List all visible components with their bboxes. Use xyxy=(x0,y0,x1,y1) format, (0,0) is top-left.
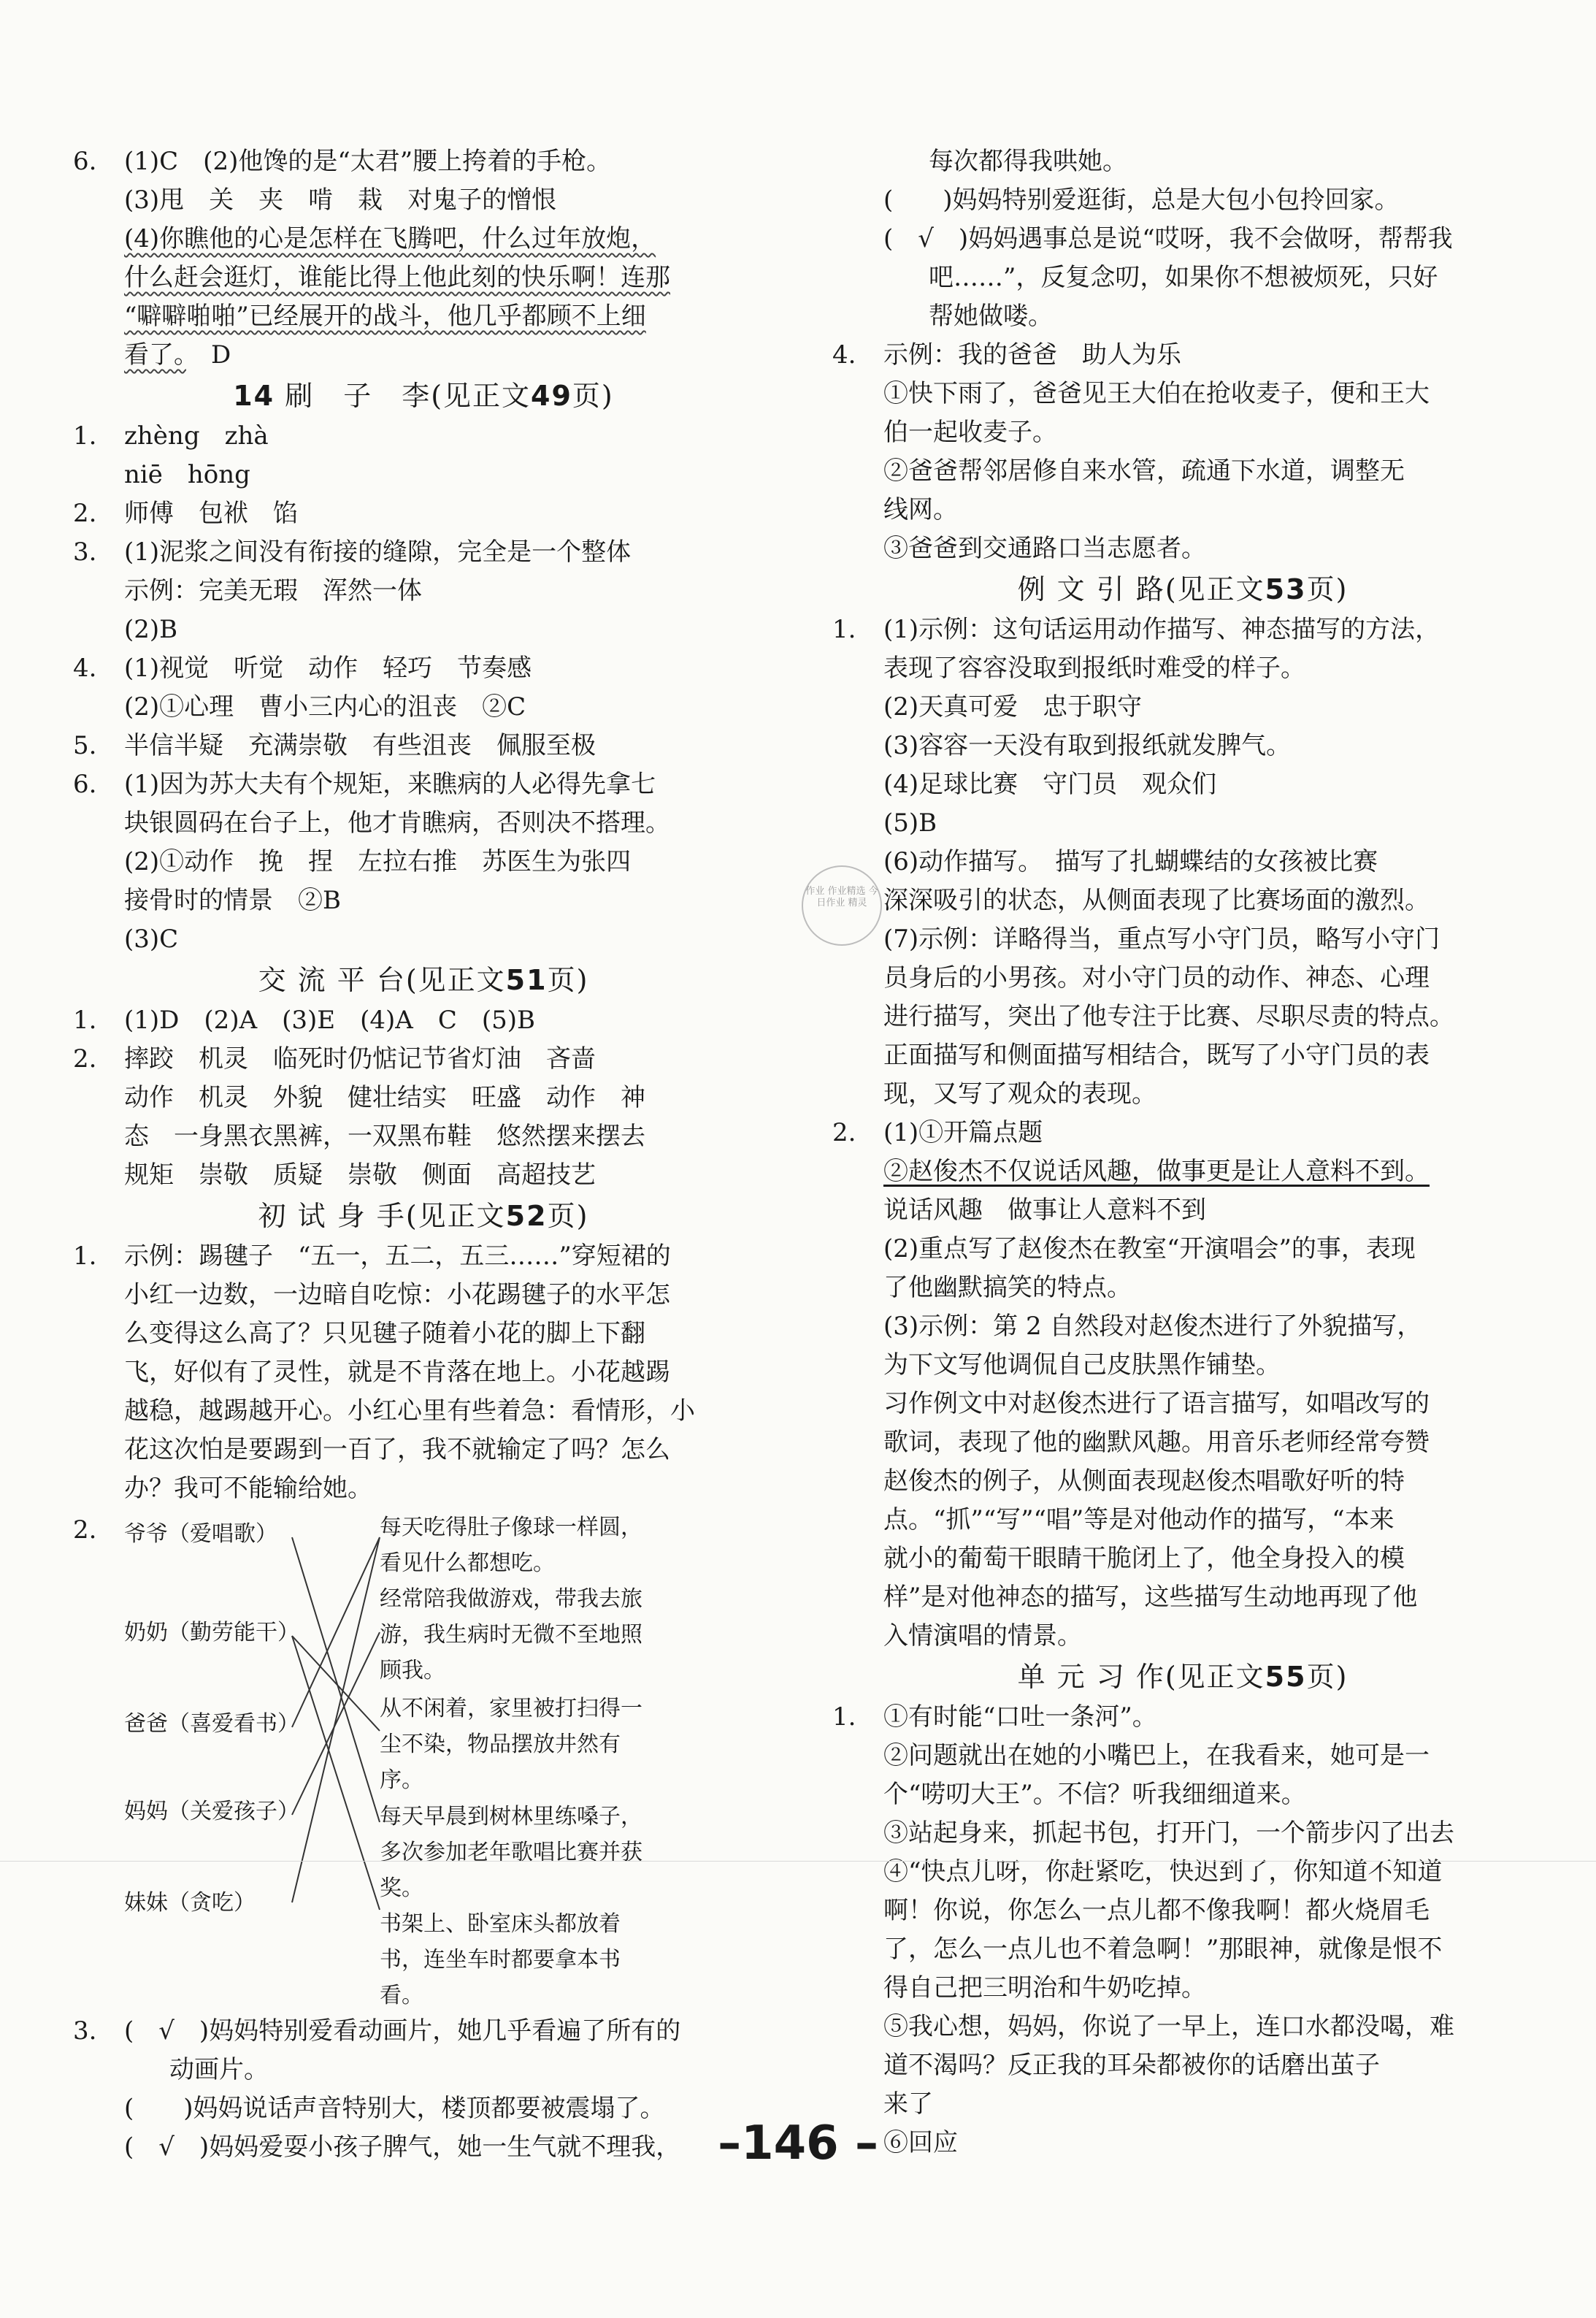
answer-line: (3)容容一天没有取到报纸就发脾气。 xyxy=(883,731,1292,760)
answer-line: 6. (1)C (2)他馋的是“太君”腰上挎着的手枪。 xyxy=(73,147,612,176)
answer-line: ④“快点儿呀，你赶紧吃，快迟到了，你知道不知道 xyxy=(883,1857,1443,1886)
section-heading-danyuan: 单 元 习 作(见正文55页) xyxy=(1017,1661,1348,1693)
answer-line: 歌词，表现了他的幽默风趣。用音乐老师经常夸赞 xyxy=(883,1428,1430,1457)
answer-line: “噼噼啪啪”已经展开的战斗，他几乎都顾不上细 xyxy=(124,302,646,331)
answer-line: (2)重点写了赵俊杰在教室“开演唱会”的事，表现 xyxy=(883,1234,1416,1263)
match-left-item: 爷爷（爱唱歌） xyxy=(124,1521,277,1547)
answer-line: ②爸爸帮邻居修自来水管，疏通下水道，调整无 xyxy=(883,456,1405,486)
answer-line: ⑥回应 xyxy=(883,2128,958,2157)
answer-line: (5)B xyxy=(883,808,937,838)
matching-exercise: 2. 爷爷（爱唱歌） 奶奶（勤劳能干） 爸爸（喜爱看书） 妈妈（关爱孩子） 妹妹（贪吃） 每天吃得肚子像球一样圆，看见什么都想吃。 经常陪我做游戏，带我去旅游，我生病时无微不至地照顾我。 从不闲着，家里被打扫得一尘不染，物品摆放井然有序。 每天早晨到树林里练嗓子，多次参加老年歌唱比赛并获奖。 书架上、卧室床头都放着书，连坐车时都要拿本书看。 xyxy=(73,1508,774,2012)
answer-line: (4)足球比赛 守门员 观众们 xyxy=(883,770,1217,799)
answer-line: 么变得这么高了？只见毽子随着小花的脚上下翻 xyxy=(124,1319,645,1348)
answer-line: 得自己把三明治和牛奶吃掉。 xyxy=(883,1973,1206,2003)
answer-line: 3. ( √ )妈妈特别爱看动画片，她几乎看遍了所有的 xyxy=(73,2016,681,2046)
answer-line: 态 一身黑衣黑裤，一双黑布鞋 悠然摆来摆去 xyxy=(124,1122,645,1151)
answer-line: 线网。 xyxy=(883,495,958,524)
answer-line: 赵俊杰的例子，从侧面表现赵俊杰唱歌好听的特 xyxy=(883,1466,1405,1496)
answer-line: 看了。 D xyxy=(124,340,231,370)
answer-line: ②赵俊杰不仅说话风趣，做事更是让人意料不到。 xyxy=(883,1157,1430,1186)
answer-line: niē hōng xyxy=(124,460,250,489)
answer-line: 2. (1)①开篇点题 xyxy=(832,1118,1043,1147)
watermark-stamp: 作业 作业精选 今日作业 精灵 xyxy=(802,865,882,946)
answer-line: 点。“抓”“写”“唱”等是对他动作的描写，“本来 xyxy=(883,1505,1394,1534)
answer-line: 道不渴吗？反正我的耳朵都被你的话磨出茧子 xyxy=(883,2051,1380,2080)
answer-line: 5. 半信半疑 充满崇敬 有些沮丧 佩服至极 xyxy=(73,731,596,760)
section-heading-jiaoliu: 交 流 平 台(见正文51页) xyxy=(258,964,589,996)
answer-line: 花这次怕是要踢到一百了，我不就输定了吗？怎么 xyxy=(124,1435,670,1464)
answer-line: ③爸爸到交通路口当志愿者。 xyxy=(883,534,1206,563)
section-heading-14: 14 刷 子 李(见正文49页) xyxy=(233,380,614,412)
answer-line: 伯一起收麦子。 xyxy=(883,418,1057,447)
answer-line: 个“唠叨大王”。不信？听我细细道来。 xyxy=(883,1780,1306,1809)
right-column xyxy=(832,142,1533,2162)
match-right-item: 每天早晨到树林里练嗓子，多次参加老年歌唱比赛并获奖。 xyxy=(380,1804,642,1901)
answer-line: ( √ )妈妈遇事总是说“哎呀，我不会做呀，帮帮我 xyxy=(883,224,1453,253)
answer-line: 现，又写了观众的表现。 xyxy=(883,1079,1156,1109)
answer-line: 来了 xyxy=(883,2089,933,2119)
answer-line: 飞，好似有了灵性，就是不肯落在地上。小花越踢 xyxy=(124,1358,670,1387)
left-column xyxy=(73,142,774,2167)
answer-line: 啊！你说，你怎么一点儿都不像我啊！都火烧眉毛 xyxy=(883,1896,1430,1925)
answer-line: 习作例文中对赵俊杰进行了语言描写，如唱改写的 xyxy=(883,1389,1430,1418)
match-left-item: 妈妈（关爱孩子） xyxy=(124,1799,299,1824)
answer-line: 越稳，越踢越开心。小红心里有些着急：看情形，小 xyxy=(124,1396,695,1426)
answer-line: ③站起身来，抓起书包，打开门，一个箭步闪了出去 xyxy=(883,1818,1454,1848)
match-right-item: 从不闲着，家里被打扫得一尘不染，物品摆放井然有序。 xyxy=(380,1696,642,1793)
answer-line: 深深吸引的状态，从侧面表现了比赛场面的激烈。 xyxy=(883,886,1430,915)
answer-line: 吧……”，反复念叨，如果你不想被烦死，只好 xyxy=(929,263,1438,292)
answer-line: 4. 示例：我的爸爸 助人为乐 xyxy=(832,340,1181,370)
answer-line: (2)①心理 曹小三内心的沮丧 ②C xyxy=(124,692,526,722)
answer-line: 1. (1)示例：这句话运用动作描写、神态描写的方法， xyxy=(832,615,1440,644)
answer-line: 块银圆码在台子上，他才肯瞧病，否则决不搭理。 xyxy=(124,808,670,838)
answer-line: ②问题就出在她的小嘴巴上，在我看来，她可是一 xyxy=(883,1741,1430,1770)
answer-line: 规矩 崇敬 质疑 崇敬 侧面 高超技艺 xyxy=(124,1160,596,1190)
section-heading-chushi: 初 试 身 手(见正文52页) xyxy=(258,1200,589,1232)
answer-line: 办？我可不能输给她。 xyxy=(124,1474,372,1503)
answer-line: (3)C xyxy=(124,925,179,954)
answer-line: 每次都得我哄她。 xyxy=(929,147,1127,176)
answer-line: 为下文写他调侃自己皮肤黑作铺垫。 xyxy=(883,1350,1281,1380)
match-right-item: 书架上、卧室床头都放着书，连坐车时都要拿本书看。 xyxy=(380,1911,621,2008)
answer-line: (2)B xyxy=(124,615,178,644)
answer-line: ⑤我心想，妈妈，你说了一早上，连口水都没喝，难 xyxy=(883,2012,1454,2041)
section-heading-liwen: 例 文 引 路(见正文53页) xyxy=(1017,573,1348,605)
fold-line xyxy=(0,1861,1596,1862)
answer-line: ( )妈妈特别爱逛街，总是大包小包拎回家。 xyxy=(883,185,1400,215)
answer-line: 3. (1)泥浆之间没有衔接的缝隙，完全是一个整体 xyxy=(73,538,632,567)
answer-line: 2. 摔跤 机灵 临死时仍惦记节省灯油 吝啬 xyxy=(73,1044,596,1074)
answer-line: ( √ )妈妈爱耍小孩子脾气，她一生气就不理我， xyxy=(124,2133,681,2162)
answer-line: 1. zhèng zhà xyxy=(73,421,269,451)
answer-line: 4. (1)视觉 听觉 动作 轻巧 节奏感 xyxy=(73,654,532,683)
answer-line: ( )妈妈说话声音特别大，楼顶都要被震塌了。 xyxy=(124,2094,665,2123)
answer-line: (6)动作描写。 描写了扎蝴蝶结的女孩被比赛 xyxy=(883,847,1378,876)
match-right-item: 每天吃得肚子像球一样圆，看见什么都想吃。 xyxy=(380,1515,642,1576)
answer-line: 示例：完美无瑕 浑然一体 xyxy=(124,576,422,605)
answer-line: (2)天真可爱 忠于职守 xyxy=(883,692,1143,722)
answer-line: 帮她做喽。 xyxy=(929,302,1053,331)
match-right-item: 经常陪我做游戏，带我去旅游，我生病时无微不至地照顾我。 xyxy=(380,1586,642,1683)
answer-line: 1. 示例：踢毽子 “五一，五二，五三……”穿短裙的 xyxy=(73,1242,671,1271)
answer-line: ①快下雨了，爸爸见王大伯在抢收麦子，便和王大 xyxy=(883,379,1430,408)
answer-line: 1. (1)D (2)A (3)E (4)A C (5)B xyxy=(73,1006,535,1035)
answer-line: 说话风趣 做事让人意料不到 xyxy=(883,1196,1206,1225)
answer-line: (7)示例：详略得当，重点写小守门员，略写小守门 xyxy=(883,925,1440,954)
match-left-item: 奶奶（勤劳能干） xyxy=(124,1620,299,1645)
answer-line: (4)你瞧他的心是怎样在飞腾吧，什么过年放炮， xyxy=(124,224,656,253)
answer-line: 了他幽默搞笑的特点。 xyxy=(883,1273,1132,1302)
answer-line: 就小的葡萄干眼睛干脆闭上了，他全身投入的模 xyxy=(883,1544,1405,1573)
match-left-item: 妹妹（贪吃） xyxy=(124,1890,256,1916)
answer-line: 什么赶会逛灯，谁能比得上他此刻的快乐啊！连那 xyxy=(124,263,670,292)
answer-line: 小红一边数，一边暗自吃惊：小花踢毽子的水平怎 xyxy=(124,1280,670,1309)
answer-line: 员身后的小男孩。对小守门员的动作、神态、心理 xyxy=(883,963,1430,992)
answer-line: 表现了容容没取到报纸时难受的样子。 xyxy=(883,654,1305,683)
answer-line: (3)甩 关 夹 啃 栽 对鬼子的憎恨 xyxy=(124,185,557,215)
answer-line: 6. (1)因为苏大夫有个规矩，来瞧病的人必得先拿七 xyxy=(73,770,656,799)
answer-line: 接骨时的情景 ②B xyxy=(124,886,341,915)
match-left-item: 爸爸（喜爱看书） xyxy=(124,1711,299,1737)
answer-line: 正面描写和侧面描写相结合，既写了小守门员的表 xyxy=(883,1041,1430,1070)
answer-line: 样”是对他神态的描写，这些描写生动地再现了他 xyxy=(883,1583,1418,1612)
answer-line: 了，怎么一点儿也不着急啊！”那眼神，就像是恨不 xyxy=(883,1935,1443,1964)
answer-line: 动画片。 xyxy=(169,2055,269,2084)
answer-line: (2)①动作 挽 捏 左拉右推 苏医生为张四 xyxy=(124,847,632,876)
answer-line: 入情演唱的情景。 xyxy=(883,1621,1082,1650)
answer-line: 1. ①有时能“口吐一条河”。 xyxy=(832,1702,1157,1732)
answer-line: 动作 机灵 外貌 健壮结实 旺盛 动作 神 xyxy=(124,1083,645,1112)
page-number: –146 – xyxy=(718,2116,878,2170)
answer-line: 进行描写，突出了他专注于比赛、尽职尽责的特点。 xyxy=(883,1002,1454,1031)
answer-line: (3)示例：第 2 自然段对赵俊杰进行了外貌描写， xyxy=(883,1312,1422,1341)
answer-line: 2. 师傅 包袱 馅 xyxy=(73,499,298,528)
